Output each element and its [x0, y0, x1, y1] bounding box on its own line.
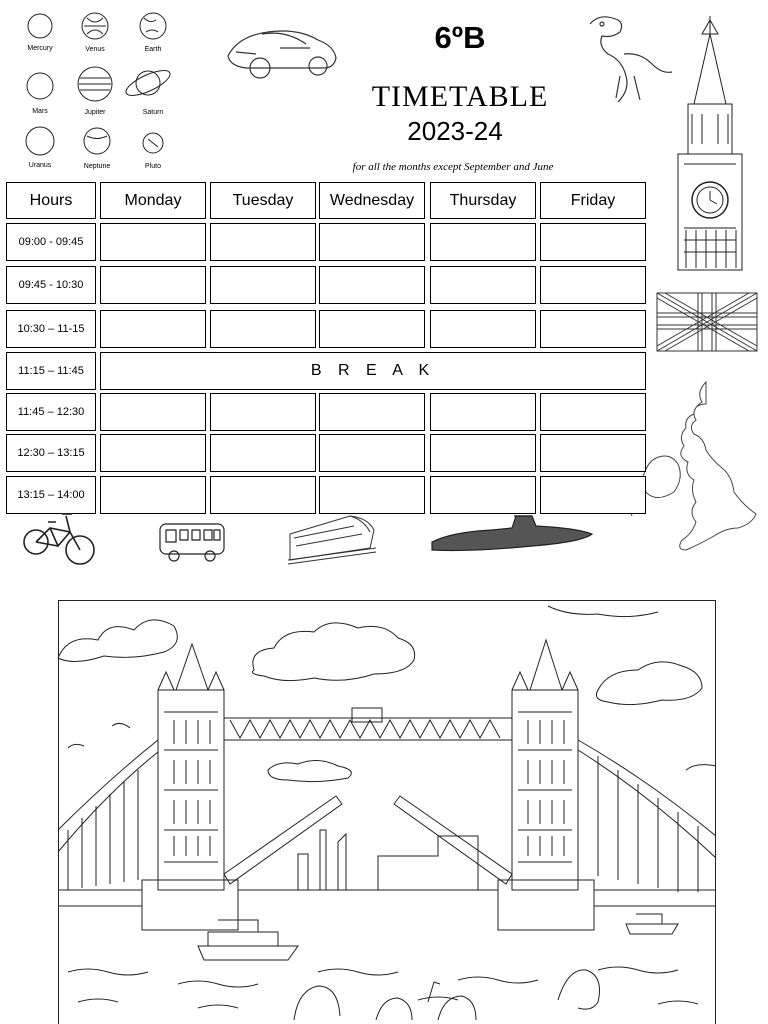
planet-label: Saturn	[142, 109, 164, 116]
union-jack-flag-icon	[656, 292, 758, 352]
timetable-cell	[100, 310, 206, 348]
time-slot-label: 09:00 - 09:45	[6, 223, 96, 261]
planet-label: Pluto	[145, 163, 161, 170]
class-name: 6ºB	[434, 20, 486, 55]
day-header-thursday: Thursday	[430, 182, 536, 219]
timetable-cell	[319, 434, 425, 472]
hours-header: Hours	[6, 182, 96, 219]
timetable-cell	[100, 476, 206, 514]
time-slot-label: 12:30 – 13:15	[6, 434, 96, 472]
timetable-cell	[430, 266, 536, 304]
timetable-cell	[100, 393, 206, 431]
timetable-cell	[210, 393, 316, 431]
timetable-cell	[319, 310, 425, 348]
bus-icon	[156, 520, 228, 564]
day-header-tuesday: Tuesday	[210, 182, 316, 219]
timetable-cell	[210, 266, 316, 304]
timetable-cell	[430, 310, 536, 348]
time-slot-label: 09:45 - 10:30	[6, 266, 96, 304]
day-header-wednesday: Wednesday	[319, 182, 425, 219]
timetable-cell	[430, 393, 536, 431]
page-title: TIMETABLE	[371, 80, 549, 113]
timetable-note: for all the months except September and June	[352, 161, 554, 173]
timetable-cell	[540, 393, 646, 431]
dinosaur-icon	[584, 10, 674, 105]
car-icon	[222, 18, 342, 88]
timetable-cell	[210, 434, 316, 472]
time-slot-label: 10:30 – 11-15	[6, 310, 96, 348]
planet-label: Venus	[85, 46, 105, 53]
timetable-cell	[540, 310, 646, 348]
timetable-cell	[430, 476, 536, 514]
planet-label: Uranus	[28, 162, 52, 169]
planets-panel	[14, 8, 184, 178]
timetable-cell	[100, 266, 206, 304]
planet-label: Mars	[32, 108, 48, 115]
timetable-cell	[540, 434, 646, 472]
time-slot-label: 11:45 – 12:30	[6, 393, 96, 431]
timetable-cell	[319, 393, 425, 431]
planets-icon	[14, 8, 184, 178]
school-year: 2023-24	[407, 116, 503, 146]
train-icon	[288, 508, 378, 566]
timetable-cell	[100, 434, 206, 472]
tower-bridge-illustration	[58, 600, 716, 1024]
timetable-cell	[430, 434, 536, 472]
time-slot-label: 11:15 – 11:45	[6, 352, 96, 390]
planet-label: Neptune	[83, 163, 111, 170]
timetable-cell	[319, 223, 425, 261]
day-header-friday: Friday	[540, 182, 646, 219]
big-ben-icon	[672, 14, 748, 270]
timetable-cell	[319, 266, 425, 304]
timetable-cell	[540, 266, 646, 304]
timetable-cell	[540, 476, 646, 514]
planet-label: Earth	[144, 46, 162, 53]
timetable-cell	[100, 223, 206, 261]
day-header-monday: Monday	[100, 182, 206, 219]
break-row: B R E A K	[100, 352, 646, 390]
timetable-cell	[540, 223, 646, 261]
timetable-cell	[210, 310, 316, 348]
planet-label: Jupiter	[84, 109, 106, 116]
timetable-cell	[210, 223, 316, 261]
submarine-icon	[428, 512, 594, 562]
planet-label: Mercury	[27, 45, 53, 52]
timetable-cell	[430, 223, 536, 261]
time-slot-label: 13:15 – 14:00	[6, 476, 96, 514]
bicycle-icon	[22, 506, 98, 568]
